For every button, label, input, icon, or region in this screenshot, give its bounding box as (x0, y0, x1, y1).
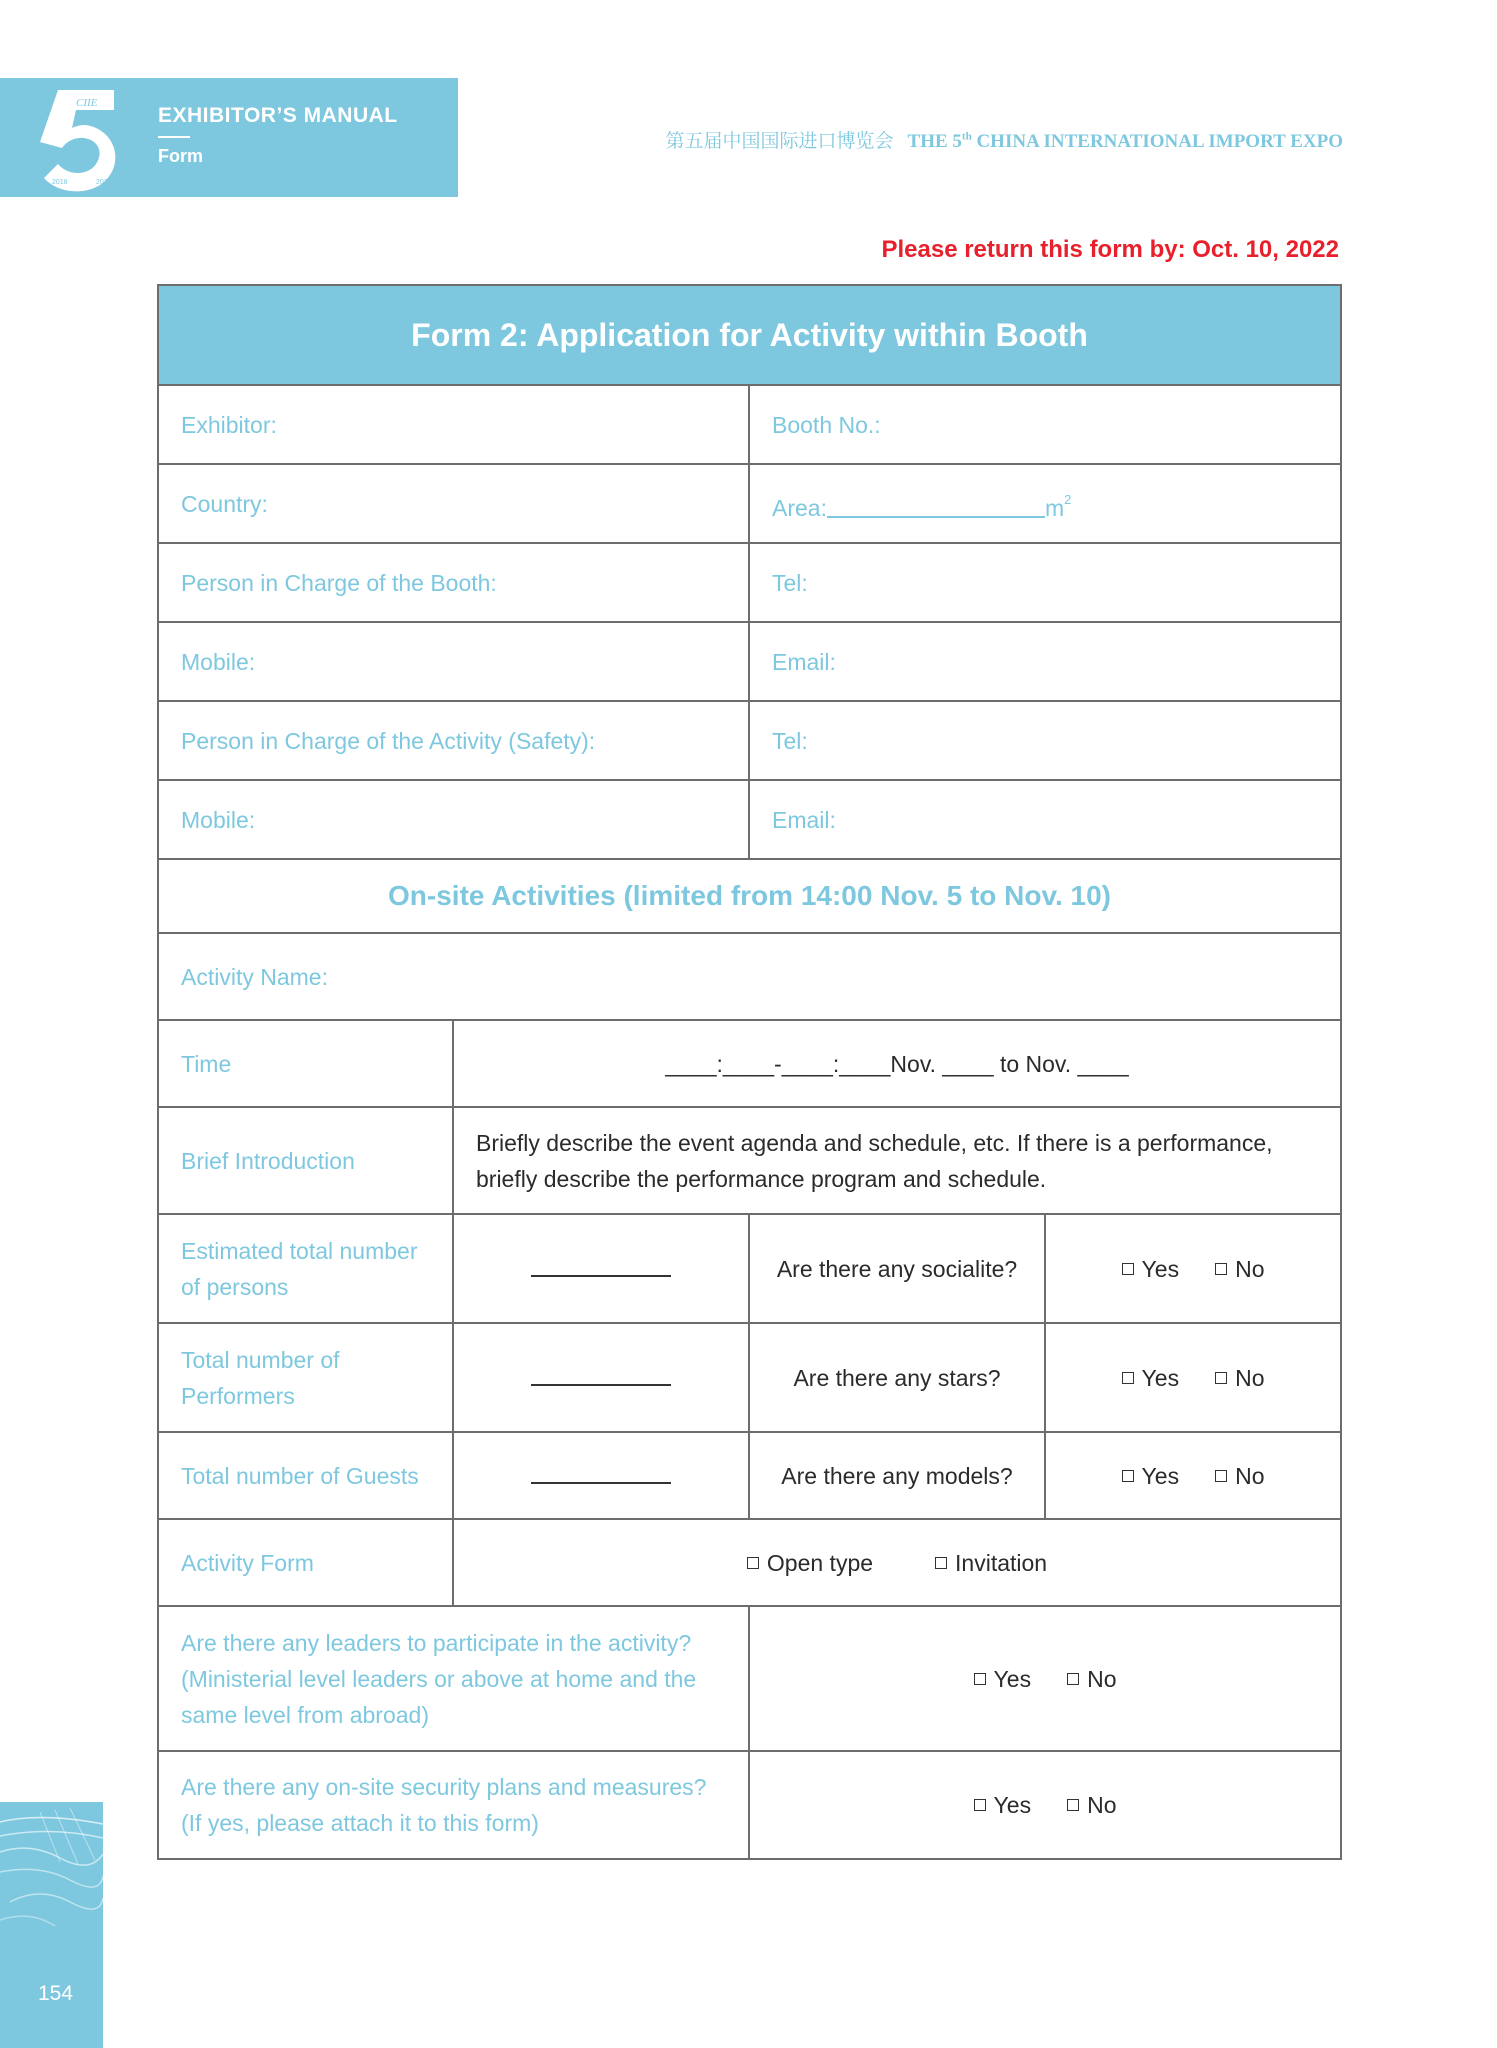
models-question: Are there any models? (749, 1432, 1045, 1519)
socialite-options (1045, 1214, 1341, 1323)
section-title: On-site Activities (limited from 14:00 Nov. 5 to Nov. 10) (158, 859, 1341, 933)
security-options (749, 1751, 1341, 1859)
leaders-no-option[interactable] (1067, 1666, 1116, 1692)
estimated-persons-label: Estimated total number of persons (158, 1214, 453, 1323)
area-unit-sup: 2 (1064, 491, 1072, 507)
activity-name-field[interactable]: Activity Name: (158, 933, 1341, 1020)
expo-name-sup: th (961, 130, 972, 143)
time-label: Time (158, 1020, 453, 1107)
activity-email-field[interactable]: Email: (749, 780, 1341, 859)
checkbox-icon[interactable] (974, 1799, 986, 1811)
stars-yes-option[interactable] (1122, 1365, 1180, 1391)
area-label: Area: (772, 494, 827, 521)
return-deadline: Please return this form by: Oct. 10, 2022 (881, 236, 1339, 263)
no-label: No (1087, 1792, 1117, 1818)
activity-person-field[interactable]: Person in Charge of the Activity (Safety): (158, 701, 749, 780)
country-field[interactable]: Country: (158, 464, 749, 543)
estimated-persons-field[interactable] (453, 1214, 749, 1323)
checkbox-icon[interactable] (1067, 1799, 1079, 1811)
header-band (0, 78, 458, 197)
leaders-yes-option[interactable] (974, 1666, 1032, 1692)
header-divider (158, 136, 190, 138)
booth-mobile-field[interactable]: Mobile: (158, 622, 749, 701)
checkbox-icon[interactable] (1215, 1470, 1227, 1482)
blank-line (531, 1253, 671, 1277)
leaders-options (749, 1606, 1341, 1751)
checkbox-icon[interactable] (1067, 1673, 1079, 1685)
performers-field[interactable] (453, 1323, 749, 1432)
expo-name (666, 126, 1343, 153)
checkbox-icon[interactable] (1122, 1470, 1134, 1482)
no-label: No (1235, 1255, 1265, 1282)
no-label: No (1235, 1364, 1265, 1391)
time-field[interactable]: ____:____-____:____Nov. ____ to Nov. ____ (453, 1020, 1341, 1107)
logo-year-end: 2022 (96, 179, 112, 186)
socialite-yes-option[interactable] (1122, 1256, 1180, 1282)
ciie-5-logo (18, 84, 128, 194)
area-field[interactable] (749, 464, 1341, 543)
logo-year-start: 2018 (52, 179, 68, 186)
stars-question: Are there any stars? (749, 1323, 1045, 1432)
expo-name-post: CHINA INTERNATIONAL IMPORT EXPO (971, 131, 1343, 152)
manual-title: EXHIBITOR’S MANUAL (158, 104, 398, 127)
invitation-label: Invitation (955, 1549, 1048, 1576)
checkbox-icon[interactable] (1122, 1263, 1134, 1275)
blank-line (531, 1460, 671, 1484)
security-yes-option[interactable] (974, 1792, 1032, 1818)
performers-label: Total number of Performers (158, 1323, 453, 1432)
guests-label: Total number of Guests (158, 1432, 453, 1519)
activity-mobile-field[interactable]: Mobile: (158, 780, 749, 859)
invitation-option[interactable] (935, 1550, 1047, 1576)
logo-text: CIIE (76, 97, 98, 109)
booth-person-field[interactable]: Person in Charge of the Booth: (158, 543, 749, 622)
open-type-label: Open type (766, 1549, 874, 1576)
application-form (157, 284, 1342, 1860)
manual-section: Form (158, 146, 203, 166)
area-blank-line (827, 492, 1045, 518)
expo-name-cn: 第五届中国国际进口博览会 (665, 130, 894, 152)
checkbox-icon[interactable] (1215, 1263, 1227, 1275)
expo-name-pre: THE 5 (907, 131, 962, 152)
area-unit: m (1044, 494, 1065, 521)
checkbox-icon[interactable] (1122, 1372, 1134, 1384)
activity-form-options (453, 1519, 1341, 1606)
booth-no-field[interactable]: Booth No.: (749, 385, 1341, 464)
stars-options (1045, 1323, 1341, 1432)
booth-email-field[interactable]: Email: (749, 622, 1341, 701)
activity-form-label: Activity Form (158, 1519, 453, 1606)
yes-label: Yes (993, 1665, 1032, 1692)
checkbox-icon[interactable] (935, 1557, 947, 1569)
yes-label: Yes (1141, 1462, 1180, 1489)
blank-line (531, 1362, 671, 1386)
brief-intro-field[interactable]: Briefly describe the event agenda and schedule, etc. If there is a performance, briefly describe the performance program and schedule. (453, 1107, 1341, 1214)
checkbox-icon[interactable] (1215, 1372, 1227, 1384)
page-number: 154 (38, 1982, 74, 2005)
socialite-no-option[interactable] (1215, 1256, 1264, 1282)
activity-tel-field[interactable]: Tel: (749, 701, 1341, 780)
security-no-option[interactable] (1067, 1792, 1116, 1818)
open-type-option[interactable] (747, 1550, 873, 1576)
models-options (1045, 1432, 1341, 1519)
models-no-option[interactable] (1215, 1463, 1264, 1489)
checkbox-icon[interactable] (747, 1557, 759, 1569)
decorative-wave-art (0, 1802, 103, 2048)
booth-tel-field[interactable]: Tel: (749, 543, 1341, 622)
leaders-label: Are there any leaders to participate in the activity? (Ministerial level leaders or above at home and the same level from abroad) (158, 1606, 749, 1751)
yes-label: Yes (1141, 1364, 1180, 1391)
exhibitor-field[interactable]: Exhibitor: (158, 385, 749, 464)
security-label: Are there any on-site security plans and measures?(If yes, please attach it to this form) (158, 1751, 749, 1859)
brief-intro-label: Brief Introduction (158, 1107, 453, 1214)
form-title: Form 2: Application for Activity within Booth (158, 285, 1341, 385)
no-label: No (1087, 1665, 1117, 1692)
models-yes-option[interactable] (1122, 1463, 1180, 1489)
guests-field[interactable] (453, 1432, 749, 1519)
checkbox-icon[interactable] (974, 1673, 986, 1685)
socialite-question: Are there any socialite? (749, 1214, 1045, 1323)
yes-label: Yes (1141, 1255, 1180, 1282)
no-label: No (1235, 1462, 1265, 1489)
stars-no-option[interactable] (1215, 1365, 1264, 1391)
yes-label: Yes (993, 1792, 1032, 1818)
